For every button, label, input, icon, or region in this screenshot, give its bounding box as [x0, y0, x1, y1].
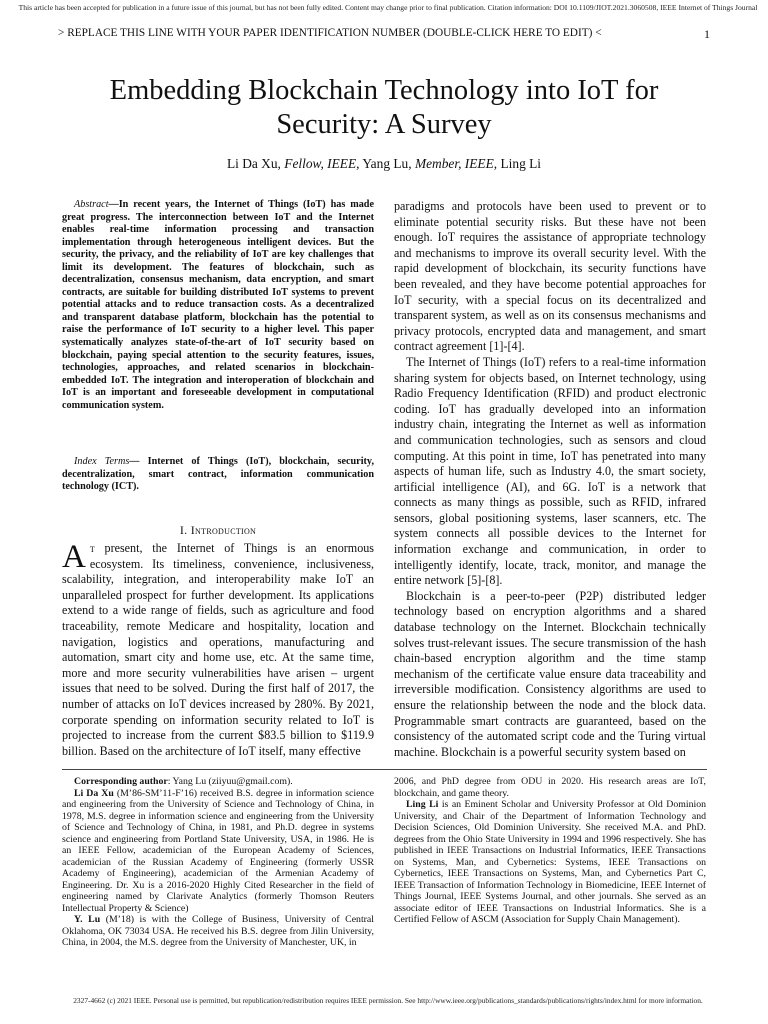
lu-name: Y. Lu [74, 914, 101, 925]
footnote-lu [62, 914, 374, 949]
body-paragraph-1: paradigms and protocols have been used to prevent or to eliminate potential security risks. But these have not been enough. IoT requires the assistance of appropriate technology and mechanisms to improve its overall security level. With the rapid development of blockchain, its security functions have been revealed, and they have become potential approaches for IoT security, with a special focus on its decentralized and transparent system, as well as on its consensus mechanisms and privacy protocols, encrypted data and management, and smart contract agreement [1]-[4]. [394, 199, 706, 354]
footnote-xu [62, 788, 374, 915]
li-name: Ling Li [406, 799, 439, 810]
footnote-corresponding [62, 776, 374, 788]
index-terms-label: Index Terms [74, 456, 130, 467]
body-paragraph-3: Blockchain is a peer-to-peer (P2P) distributed ledger technology based on encryption algorithms and a shared database technology on the Internet. Blockchain technically solves trust-relevant issues. The secure transmission of the hash chain-based encryption algorithm and the time stamp mechanism of the certificate value ensure data traceability and irreversible modification. Consistency algorithms are used to ensure the relationship between the node and the block data. Programmable smart contracts are guaranteed, based on the consistency of the automated script code and the Turing virtual machine. Blockchain is a powerful security system based on [394, 588, 706, 759]
abstract-label: Abstract [74, 199, 109, 210]
section-heading [62, 523, 374, 538]
corr-label: Corresponding author [74, 776, 168, 787]
xu-name: Li Da Xu [74, 787, 114, 799]
paper-id-header: > REPLACE THIS LINE WITH YOUR PAPER IDENTIFICATION NUMBER (DOUBLE-CLICK HERE TO EDIT) < [58, 27, 602, 39]
footnotes-right [394, 776, 706, 926]
footnotes-left [62, 776, 374, 949]
intro-paragraph [62, 541, 374, 759]
section-title: Introduction [190, 523, 257, 537]
author-1-role: Fellow, IEEE [284, 156, 357, 171]
intro-text: present, the Internet of Things is an enormous ecosystem. Its timeliness, convenience, inclusiveness, scalability, integration, and interoperability make IoT an unparalleled prospect for further development. Its applications extend to a wide range of fields, such as agriculture and food traceability, remote Medicare and hospitality, location and navigation, logistics and operations, manufacturing and automation, smart city and home use, etc. At the same time, more and more security vulnerabilities have arisen – urgent issues that need to be solved. During the first half of 2017, the number of attacks on IoT devices increased by 280%. By 2021, corporate spending on information security related to IoT is projected to increase from the current $83.5 billion to $119.9 billion. Based on the architecture of IoT itself, many effective [62, 541, 374, 758]
index-terms [62, 456, 374, 494]
paper-title: Embedding Blockchain Technology into IoT for Security: A Survey [109, 75, 659, 140]
lu-bio: (M’18) is with the College of Business, University of Central Oklahoma, OK 73034 USA. He received his B.S. degree from Jilin University, China, in 2004, the M.S. degree from the University of Manchester, UK, in [62, 914, 374, 948]
footnote-lu-cont: 2006, and PhD degree from ODU in 2020. His research areas are IoT, blockchain, and game theory. [394, 776, 706, 799]
author-3: , Ling Li [493, 156, 542, 171]
author-2: , Yang Lu, [356, 156, 412, 171]
copyright-notice: 2327-4662 (c) 2021 IEEE. Personal use is permitted, but republication/redistribution requires IEEE permission. See http://www.ieee.org/publications_standards/publications/rights/index.html for more information. [73, 996, 703, 1005]
footnote-divider [62, 769, 707, 770]
right-column-body [394, 199, 706, 760]
body-paragraph-2: The Internet of Things (IoT) refers to a real-time information sharing system for objects based, on Internet technology, using Radio Frequency Identification (RFID) and product electronic coding. IoT has gradually developed into an information industry chain, integrating the Internet as well as information and communication technologies, such as sensors and cloud computing. At this point in time, IoT has penetrated into many aspects of human life, such as Industry 4.0, the smart society, artificial intelligence (AI), and 6G. IoT is a network that connects as many things as possible, such as RFID, infrared sensors, global positioning systems, laser scanners, etc. The system connects all possible devices to the Internet for information exchange and communication, in order to intelligently identify, locate, track, monitor, and manage the entire network [5]-[8]. [394, 354, 706, 588]
corr-text: : Yang Lu (ziiyuu@gmail.com). [167, 776, 293, 787]
abstract-dash: — [108, 199, 119, 210]
publication-notice: This article has been accepted for publication in a future issue of this journal, but has not been fully edited. Content may change prior to final publication. Citation information: DOI 10.1109/JIOT.2021.3060508, IEEE Internet of Things Journal [18, 3, 758, 12]
index-terms-text: — Internet of Things (IoT), blockchain, security, decentralization, smart contract, information communication technology (ICT). [62, 456, 374, 493]
li-bio: is an Eminent Scholar and University Professor at Old Dominion University, and Chair of the Department of Information Technology and Decision Sciences, Old Dominion University. She received M.A. and PhD. degrees from the Ohio State University in 1994 and 1996 respectively. She has published in IEEE Transactions on Industrial Informatics, IEEE Transactions on Systems, Man, and Cybernetics: Systems, IEEE Transactions on Cybernetics, IEEE Transactions on Systems, Man, and Cybernetics Part C, IEEE Transaction of Information Technology in Biomedicine, IEEE Internet of Things Journal, IEEE Systems Journal, and other journals. She served as an associate editor of IEEE Transactions on Industrial Informatics. She is a Certified Fellow of ASCM (Association for Supply Chain Management). [394, 799, 707, 925]
drop-cap: A [62, 539, 86, 575]
author-line [60, 156, 708, 172]
author-2-role: Member, IEEE [414, 156, 494, 171]
author-1: Li Da Xu, [226, 156, 281, 171]
intro-first-word: t [89, 541, 95, 555]
abstract [62, 199, 374, 412]
footnote-li [394, 799, 706, 926]
xu-bio: (M’86-SM’11-F’16) received B.S. degree in information science and engineering from the University of Science and Technology of China, in 1978, M.S. degree in information science and engineering from the University of Science and Technology of China, in 1981, and Ph.D. degree in systems science and engineering from Portland State University, USA, in 1986. He is an IEEE Fellow, academician of the European Academy of Sciences, academician of the Russian Academy of Engineering (formerly USSR Academy of Engineering), academician of the Armenian Academy of Engineering. Dr. Xu is a 2016-2020 Highly Cited Researcher in the field of engineering named by Clarivate Analytics (formerly Thomson Reuters Intellectual Property & Science) [62, 787, 375, 914]
section-number: I. [179, 523, 188, 537]
abstract-text: In recent years, the Internet of Things (IoT) has made great progress. The interconnection between IoT and the Internet enables real-time information processing and transaction implementation through heterogeneous intelligent devices. But the security, the privacy, and the reliability of IoT are key challenges that limit its development. The features of blockchain, such as decentralization, consensus mechanism, data encryption, and smart contracts, are suitable for building distributed IoT systems to prevent potential attacks and to reduce transaction costs. As a decentralized and transparent database platform, blockchain has the potential to raise the performance of IoT security to a higher level. This paper systematically analyzes state-of-the-art of IoT security based on blockchain, paying special attention to the security features, issues, technologies, approaches, and related scenarios in blockchain-embedded IoT. The integration and interoperation of blockchain and IoT is an important and foreseeable development in computational communication system. [62, 199, 374, 411]
page-number: 1 [704, 27, 710, 41]
